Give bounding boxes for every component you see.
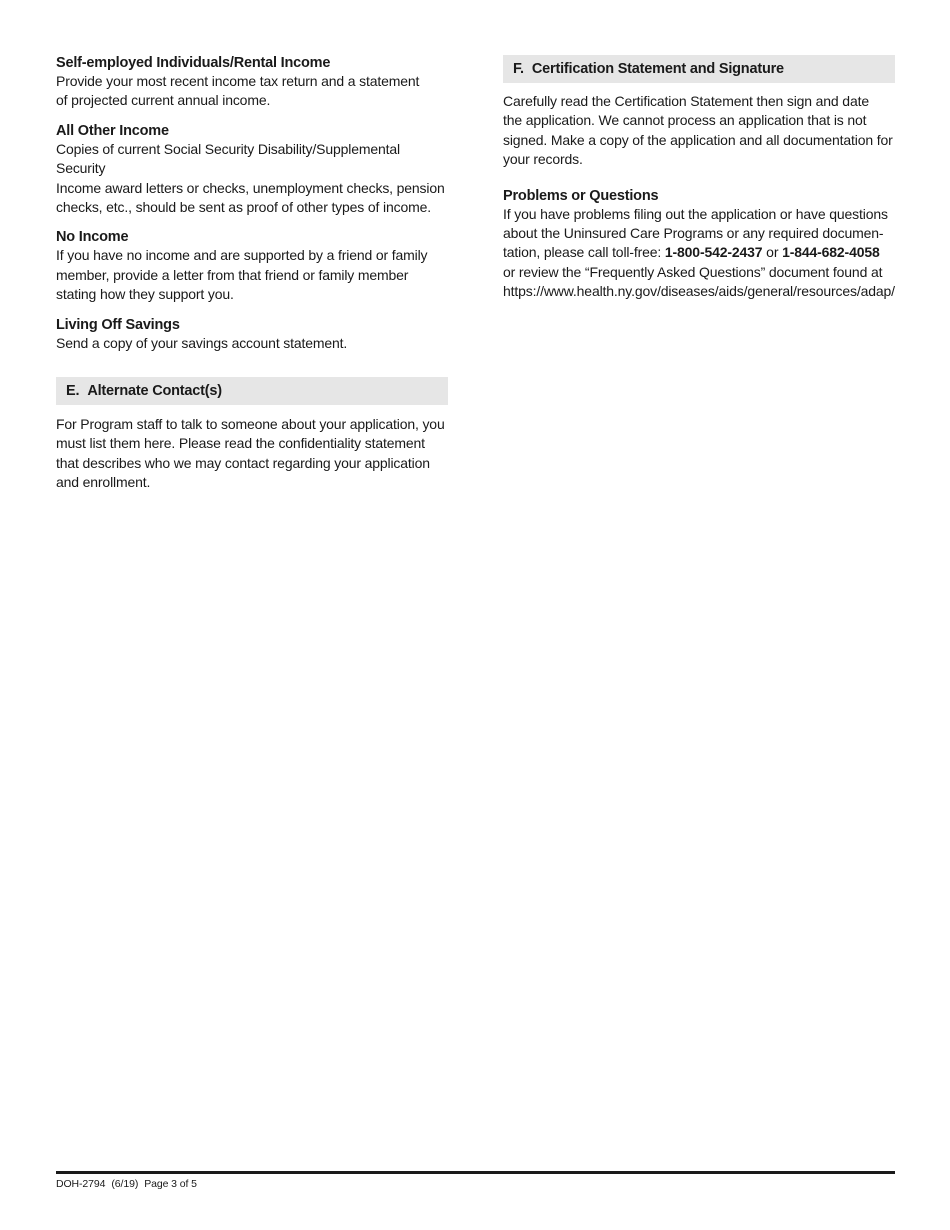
footer-rule xyxy=(56,1171,895,1174)
no-income-heading: No Income xyxy=(56,229,129,246)
form-revision: (6/19) xyxy=(111,1178,139,1190)
no-income-block xyxy=(56,228,448,304)
section-e-letter: E. xyxy=(66,383,80,400)
phone-number-1: 1-800-542-2437 xyxy=(664,244,763,261)
all-other-income-block xyxy=(56,122,448,218)
faq-url: https://www.health.ny.gov/diseases/aids/general/resources/adap/ xyxy=(503,283,895,300)
all-other-income-heading: All Other Income xyxy=(56,122,169,139)
self-employed-block xyxy=(56,54,448,111)
form-id: DOH-2794 xyxy=(56,1178,106,1190)
no-income-text: If you have no income and are supported by a friend or family member, provide a letter from that friend or family member stating how they support you. xyxy=(56,247,428,303)
page-footer xyxy=(56,1178,197,1191)
problems-block xyxy=(503,187,895,302)
self-employed-text: Provide your most recent income tax return and a statement of projected current annual income. xyxy=(56,73,420,109)
section-f-text: Carefully read the Certification Statement then sign and date the application. We cannot process an application that is not signed. Make a copy of the application and all documentation for your records. xyxy=(503,93,893,168)
self-employed-heading: Self-employed Individuals/Rental Income xyxy=(56,55,331,71)
problems-heading: Problems or Questions xyxy=(503,187,659,204)
section-f-title: Certification Statement and Signature xyxy=(531,61,784,77)
section-f-header xyxy=(503,55,895,83)
section-f-letter: F. xyxy=(513,61,524,77)
section-e-title: Alternate Contact(s) xyxy=(87,383,222,400)
living-off-savings-heading: Living Off Savings xyxy=(56,316,180,333)
section-e-text: For Program staff to talk to someone about your application, you must list them here. Please read the confidentiality statement that describes who we may contact regarding your application and enrollment. xyxy=(56,416,445,491)
left-column xyxy=(56,54,448,493)
living-off-savings-text: Send a copy of your savings account statement. xyxy=(56,334,348,351)
living-off-savings-block xyxy=(56,316,448,353)
page-number: Page 3 of 5 xyxy=(144,1178,197,1190)
all-other-income-text: Copies of current Social Security Disability/Supplemental Security Income award letters or checks, unemployment checks, pension checks, etc., should be sent as proof of other types of income. xyxy=(56,140,445,216)
phone-number-2: 1-844-682-4058 xyxy=(782,244,880,261)
right-column xyxy=(503,54,895,302)
problems-text: If you have problems filing out the application or have questions about the Uninsured Care Programs or any required documen- tation, please call toll-free: 1-800-542-2437 or 1-844-682-4058 or review the “Frequently Asked Questions” document found at https://www.health.ny.gov/diseases/aids/general/resources/adap/ xyxy=(503,205,895,300)
section-e-header xyxy=(56,377,448,405)
